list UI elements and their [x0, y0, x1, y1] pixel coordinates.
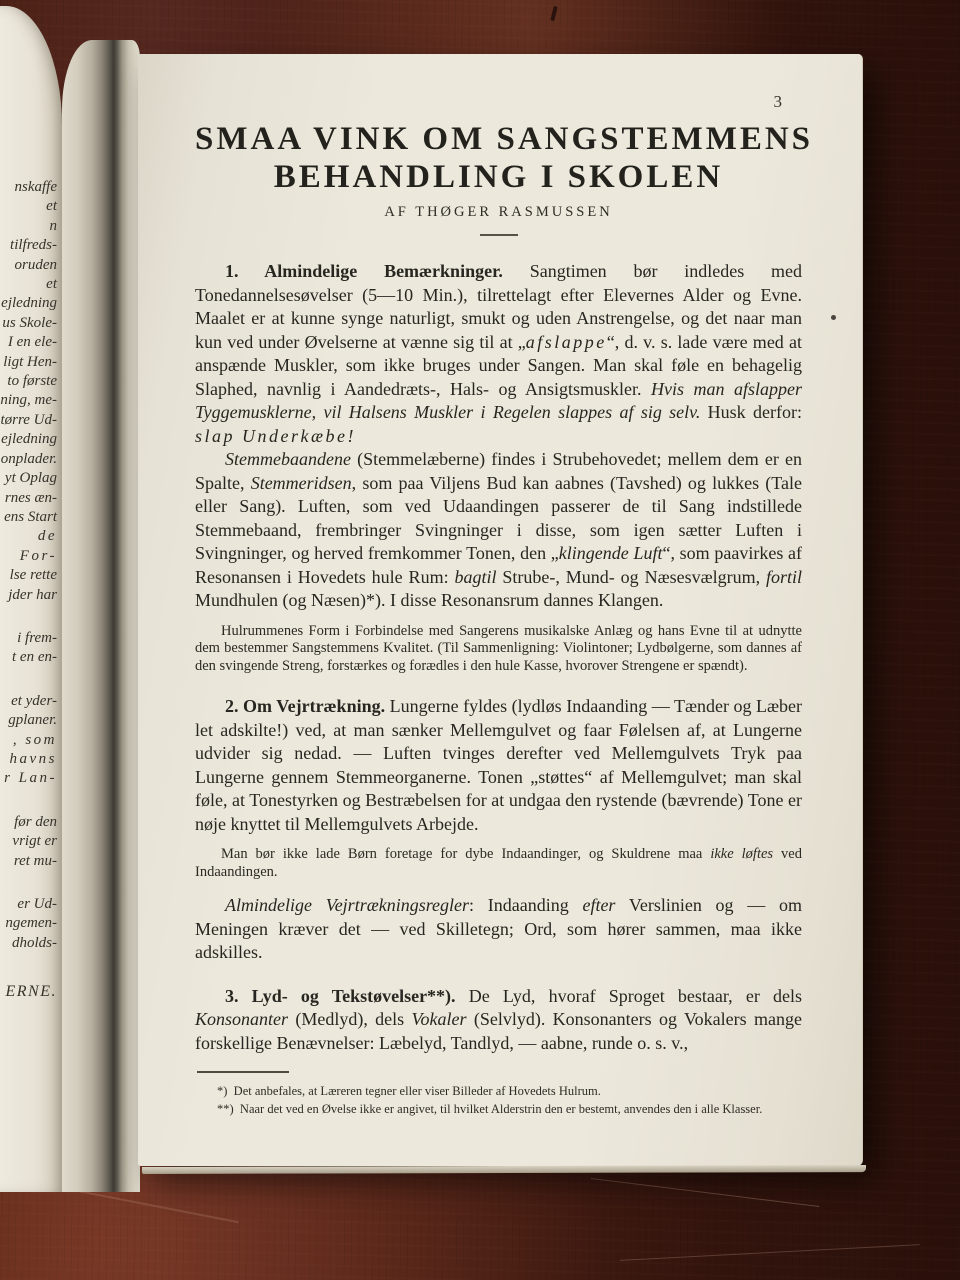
wood-scratch [620, 1244, 920, 1261]
paragraph [195, 846, 802, 881]
left-page-text-group [0, 629, 57, 668]
footnote [195, 1082, 802, 1100]
text-segment: Hulrummenes Form i Forbindelse med Sangerens musikalske Anlæg og hans Evne til at udnytte dem bestemmer Sangstemmens Kvalitet. (Til Sammenligning: Violintoner; Lydbølgerne, som dannes af den svingende Streng, forstærkes og forædles i den hule Kasse, hvorover Strengene er spændt). [195, 622, 802, 674]
text-segment: Sangtimen bør indledes med Tonedannelsesøvelser (5—10 Min.), tilrettelagt efter Elevernes Alder og Evne. Maalet er at kunne synge naturligt, smukt og uden Anstrengelse, og det naar man kun ved under Øvelserne at vænne sig til at „ [195, 261, 802, 352]
article-title-line2: BEHANDLING I SKOLEN [273, 159, 724, 195]
text-segment: ikke løftes [710, 846, 774, 862]
text-segment: Lungerne fyldes (lydløs Indaanding — Tænder og Læber let adskilte!) ved, at man sænker Mellemgulvet og faar Følelsen af, at Lungerne udvider sig nedad. — Luften tvinges derefter ved Mellemgulvets Tryk paa Lungerne gennem Stemmeorganerne. Tonen „støttes“ af Mellemgulvet; man skal føle, at Tonestyrken og Bestræbelsen for at undgaa den rystende (bævrende) Tone er nøje knyttet til Mellemgulvets Arbejde. [195, 696, 803, 834]
left-page-text-line: r Lan- [4, 770, 57, 787]
text-segment: efter [582, 895, 616, 915]
text-segment: slap Underkæbe! [195, 425, 356, 446]
book-gutter-spine [62, 40, 140, 1192]
text-segment: Husk derfor: [700, 402, 802, 422]
left-page-text-line: ngemen- [5, 915, 57, 932]
left-page-text-line: er Ud- [17, 896, 57, 912]
text-segment: (Medlyd), dels [288, 1009, 412, 1029]
article-title-line1: SMAA VINK OM SANGSTEMMENS [195, 121, 814, 157]
left-page-text-group [0, 982, 57, 1001]
left-page-text-line: ERNE. [5, 983, 57, 1001]
text-segment: Vokaler [411, 1009, 467, 1029]
text-segment: ved Indaandingen. [195, 846, 802, 880]
text-segment: 2. Om Vejrtrækning. [225, 696, 390, 716]
text-segment: Mundhulen (og Næsen)*). I disse Resonansrum dannes Klangen. [195, 590, 664, 610]
wood-dark-mark [550, 6, 558, 22]
text-segment: klingende Luft [558, 543, 663, 563]
left-page-text-group [0, 813, 57, 871]
left-page-text-line: ens Start [4, 508, 57, 525]
left-page-text-line: de For- [19, 528, 57, 564]
left-page-text [0, 178, 57, 1002]
paragraph [195, 985, 802, 1056]
page-content [138, 54, 862, 1166]
text-segment: afslappe [525, 331, 607, 352]
article-byline: AF THØGER RASMUSSEN [384, 204, 613, 220]
left-page-text-line: vrigt er [12, 833, 57, 850]
text-segment: Stemmebaandene [225, 449, 351, 469]
wood-scratch [591, 1178, 819, 1207]
left-page-text-line: dholds- [12, 934, 57, 951]
footnote-divider [197, 1071, 289, 1073]
left-page-text-line: før den [14, 813, 57, 830]
footnote-marker: **) [217, 1102, 240, 1116]
footnote-text: Det anbefales, at Læreren tegner eller viser Billeder af Hovedets Hulrum. [233, 1084, 601, 1098]
left-page-text-line: jder har [8, 586, 57, 603]
left-page-text-line: lse rette [9, 567, 57, 584]
left-page-text-line: et yder- [11, 692, 57, 709]
page-number: 3 [773, 92, 782, 111]
text-segment: Stemmeridsen [250, 472, 352, 493]
text-segment: bagtil [454, 566, 497, 587]
text-segment: De Lyd, hvoraf Sproget bestaar, er dels [468, 985, 802, 1006]
text-segment: Man bør ikke lade Børn foretage for dybe Indaandinger, og Skuldrene maa [221, 846, 711, 862]
paragraph [195, 448, 802, 613]
left-page-text-line: tørre Ud- [0, 411, 57, 428]
left-page-text-line: ejledning [1, 431, 57, 448]
byline-divider [480, 234, 518, 236]
left-page-text-line: gplaner. [8, 712, 57, 729]
footnote [195, 1100, 802, 1118]
left-page-text-line: I en ele- [7, 334, 57, 351]
text-segment: Hvis man afslapper Tyggemusklerne, vil Halsens Muskler i Regelen slappes af sig selv. [195, 378, 802, 422]
left-page-text-line: rnes æn- [4, 489, 57, 506]
ink-speck [831, 315, 836, 320]
article-paragraphs [195, 260, 802, 1055]
paragraph [195, 260, 802, 448]
footnote-text: Naar det ved en Øvelse ikke er angivet, til hvilket Alderstrin den er bestemt, anvendes den i alle Klasser. [239, 1102, 763, 1116]
left-page-text-line: nskaffe et [14, 179, 57, 215]
paragraph [195, 695, 802, 836]
text-segment: , som paa Viljens Bud kan aabnes (Tavshed) og lukkes (Tale eller Sang). Luften, som ved Udaandingen passerer de til Sang indstillede Stemmebaand, frembringer Svingninger i disse, som igen sætter Luften i Svingninger, og herved fremkommer Tonen, den „ [195, 472, 802, 563]
paragraph [195, 623, 802, 676]
left-page-edge [0, 6, 62, 1192]
footnotes [195, 1082, 802, 1118]
left-page-text-line: n tilfreds- [10, 217, 57, 254]
left-page-text-line: , som [12, 731, 57, 748]
left-page-text-line: to første [7, 373, 57, 390]
left-page-text-line: havns [9, 750, 57, 767]
left-page-text-group [0, 895, 57, 953]
text-segment: (Stemmelæberne) findes i Strubehovedet; mellem dem er en Spalte, [195, 449, 802, 493]
text-segment: “, d. v. s. lade være med at anspænde Muskler, som ikke bruges under Sangen. Man skal føle en behagelig Slaphed, navnlig i Aandedræts-, Hals- og Ansigtsmuskler. [195, 331, 802, 399]
wood-scratch [71, 1189, 238, 1223]
left-page-text-line: oruden et [14, 256, 57, 293]
left-page-text-group [0, 692, 57, 789]
text-segment: fortil [765, 566, 802, 587]
text-segment: Verslinien og — om Meningen kræver det — ved Skilletegn; Ord, som hører sammen, maa ikke adskilles. [195, 895, 802, 962]
footnote-marker: *) [217, 1084, 234, 1098]
left-page-text-line: ning, me- [0, 392, 57, 409]
left-page-text-line: us Skole- [2, 314, 57, 331]
left-page-text-line: i frem- [17, 629, 57, 646]
text-segment: Strube-, Mund- og Næsesvælgrum, [496, 566, 766, 587]
paragraph [195, 894, 802, 965]
left-page-text-group [0, 178, 57, 605]
text-segment: : Indaanding [469, 895, 583, 915]
text-segment: 3. Lyd- og Tekstøvelser**). [225, 985, 469, 1006]
text-segment: Konsonanter [195, 1009, 289, 1029]
left-page-text-line: ret mu- [13, 852, 57, 869]
left-page-text-line: ligt Hen- [3, 353, 57, 370]
left-page-text-line: ejledning [1, 295, 57, 312]
left-page-text-line: onplader. [0, 450, 57, 467]
text-segment: Almindelige Vejrtrækningsregler [225, 895, 470, 915]
left-page-text-line: t en en- [12, 649, 57, 666]
left-page-text-line: yt Oplag [4, 470, 57, 487]
text-segment: (Selvlyd). Konsonanters og Vokalers mange forskellige Benævnelser: Læbelyd, Tandlyd, — aabne, runde o. s. v., [195, 1009, 802, 1053]
right-page [138, 54, 863, 1166]
text-segment: 1. Almindelige Bemærkninger. [225, 261, 530, 281]
text-segment: “, som paavirkes af Resonansen i Hovedets hule Rum: [195, 543, 803, 587]
